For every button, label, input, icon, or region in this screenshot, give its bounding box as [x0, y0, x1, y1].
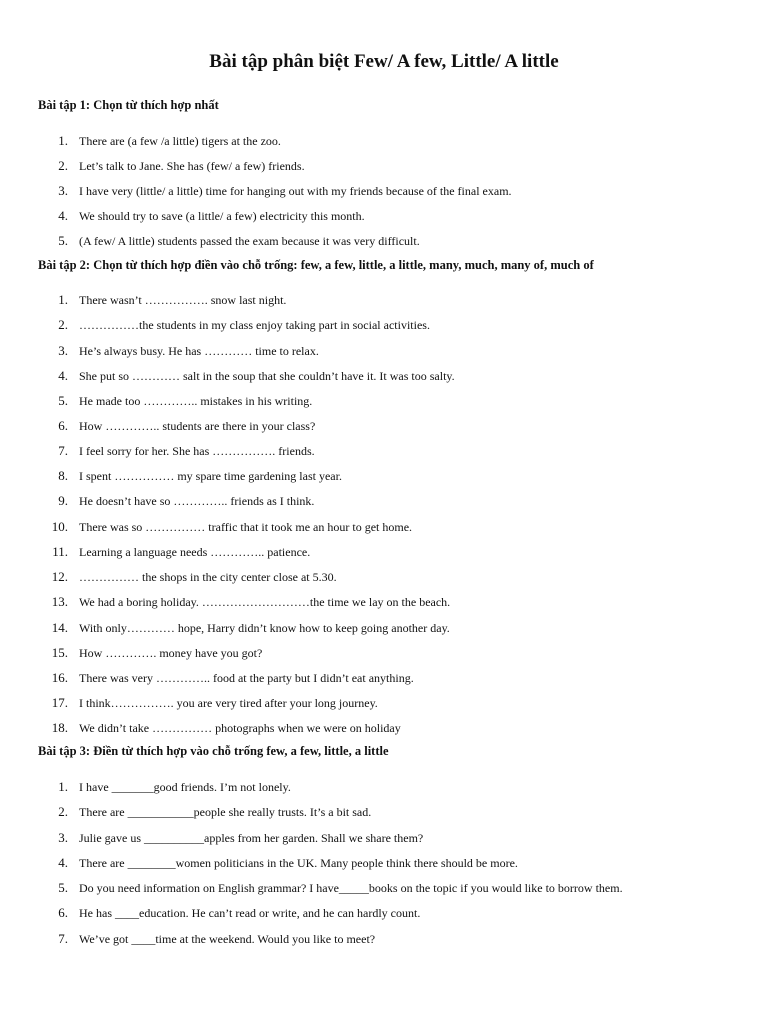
- item-text: We should try to save (a little/ a few) electricity this month.: [79, 209, 365, 223]
- item-text: There are (a few /a little) tigers at the zoo.: [79, 134, 281, 148]
- item-text: …………… the shops in the city center close at 5.30.: [79, 570, 337, 584]
- item-text: I have _______good friends. I’m not lonely.: [79, 780, 291, 794]
- item-text: Julie gave us __________apples from her garden. Shall we share them?: [79, 831, 424, 845]
- item-text: There was very ………….. food at the party but I didn’t eat anything.: [79, 671, 414, 685]
- item-text: I think……………. you are very tired after your long journey.: [79, 696, 378, 710]
- item-number: 10.: [51, 519, 68, 534]
- item-number: 8.: [58, 468, 68, 483]
- item-text: There wasn’t ……………. snow last night.: [79, 293, 287, 307]
- item-number: 3.: [58, 343, 68, 358]
- item-text: I spent …………… my spare time gardening last year.: [79, 469, 342, 483]
- item-text: We didn’t take …………… photographs when we were on holiday: [79, 721, 401, 735]
- item-text: He’s always busy. He has ………… time to relax.: [79, 344, 319, 358]
- item-number: 1.: [58, 779, 68, 794]
- item-text: (A few/ A little) students passed the exam because it was very difficult.: [79, 234, 420, 248]
- item-number: 2.: [58, 804, 68, 819]
- item-text: I feel sorry for her. She has ……………. friends.: [79, 444, 315, 458]
- item-number: 4.: [58, 208, 68, 223]
- item-number: 3.: [58, 183, 68, 198]
- item-text: Learning a language needs ………….. patience.: [79, 545, 311, 559]
- item-number: 1.: [58, 292, 68, 307]
- item-number: 17.: [51, 695, 68, 710]
- item-number: 18.: [51, 720, 68, 735]
- item-number: 4.: [58, 368, 68, 383]
- item-text: We’ve got ____time at the weekend. Would you like to meet?: [79, 932, 376, 946]
- item-number: 4.: [58, 855, 68, 870]
- item-text: He doesn’t have so ………….. friends as I think.: [79, 494, 315, 508]
- item-text: There are ________women politicians in the UK. Many people think there should be more.: [79, 856, 518, 870]
- item-text: There are ___________people she really trusts. It’s a bit sad.: [79, 805, 372, 819]
- item-text: Let’s talk to Jane. She has (few/ a few) friends.: [79, 159, 305, 173]
- item-text: How ………….. students are there in your class?: [79, 419, 316, 433]
- item-text: He made too ………….. mistakes in his writing.: [79, 394, 313, 408]
- item-number: 11.: [52, 544, 68, 559]
- item-number: 16.: [51, 670, 68, 685]
- item-number: 6.: [58, 905, 68, 920]
- item-text: There was so …………… traffic that it took me an hour to get home.: [79, 520, 413, 534]
- item-number: 1.: [58, 133, 68, 148]
- section-1-heading: Bài tập 1: Chọn từ thích hợp nhất: [38, 98, 219, 112]
- item-number: 6.: [58, 418, 68, 433]
- item-number: 3.: [58, 830, 68, 845]
- item-text: She put so ………… salt in the soup that she couldn’t have it. It was too salty.: [79, 369, 455, 383]
- item-number: 13.: [51, 594, 68, 609]
- item-number: 2.: [58, 158, 68, 173]
- item-number: 2.: [58, 317, 68, 332]
- item-text: Do you need information on English grammar? I have_____books on the topic if you would like to borrow them.: [79, 881, 623, 895]
- item-text: How …………. money have you got?: [79, 646, 263, 660]
- item-text: ……………the students in my class enjoy taking part in social activities.: [79, 318, 430, 332]
- item-number: 9.: [58, 493, 68, 508]
- item-text: With only………… hope, Harry didn’t know how to keep going another day.: [79, 621, 450, 635]
- item-number: 5.: [58, 880, 68, 895]
- section-3-heading: Bài tập 3: Điền từ thích hợp vào chỗ trống few, a few, little, a little: [38, 744, 389, 758]
- item-text: I have very (little/ a little) time for hanging out with my friends because of the final exam.: [79, 184, 512, 198]
- item-number: 14.: [51, 620, 68, 635]
- item-number: 5.: [58, 233, 68, 248]
- page-title: Bài tập phân biệt Few/ A few, Little/ A little: [209, 51, 559, 72]
- item-text: He has ____education. He can’t read or write, and he can hardly count.: [79, 906, 421, 920]
- section-2-heading: Bài tập 2: Chọn từ thích hợp điền vào chỗ trống: few, a few, little, a little, many, much, many of, much of: [38, 258, 594, 272]
- item-number: 7.: [58, 931, 68, 946]
- item-number: 15.: [51, 645, 68, 660]
- item-number: 5.: [58, 393, 68, 408]
- item-text: We had a boring holiday. ………………………the time we lay on the beach.: [79, 595, 451, 609]
- item-number: 12.: [51, 569, 68, 584]
- item-number: 7.: [58, 443, 68, 458]
